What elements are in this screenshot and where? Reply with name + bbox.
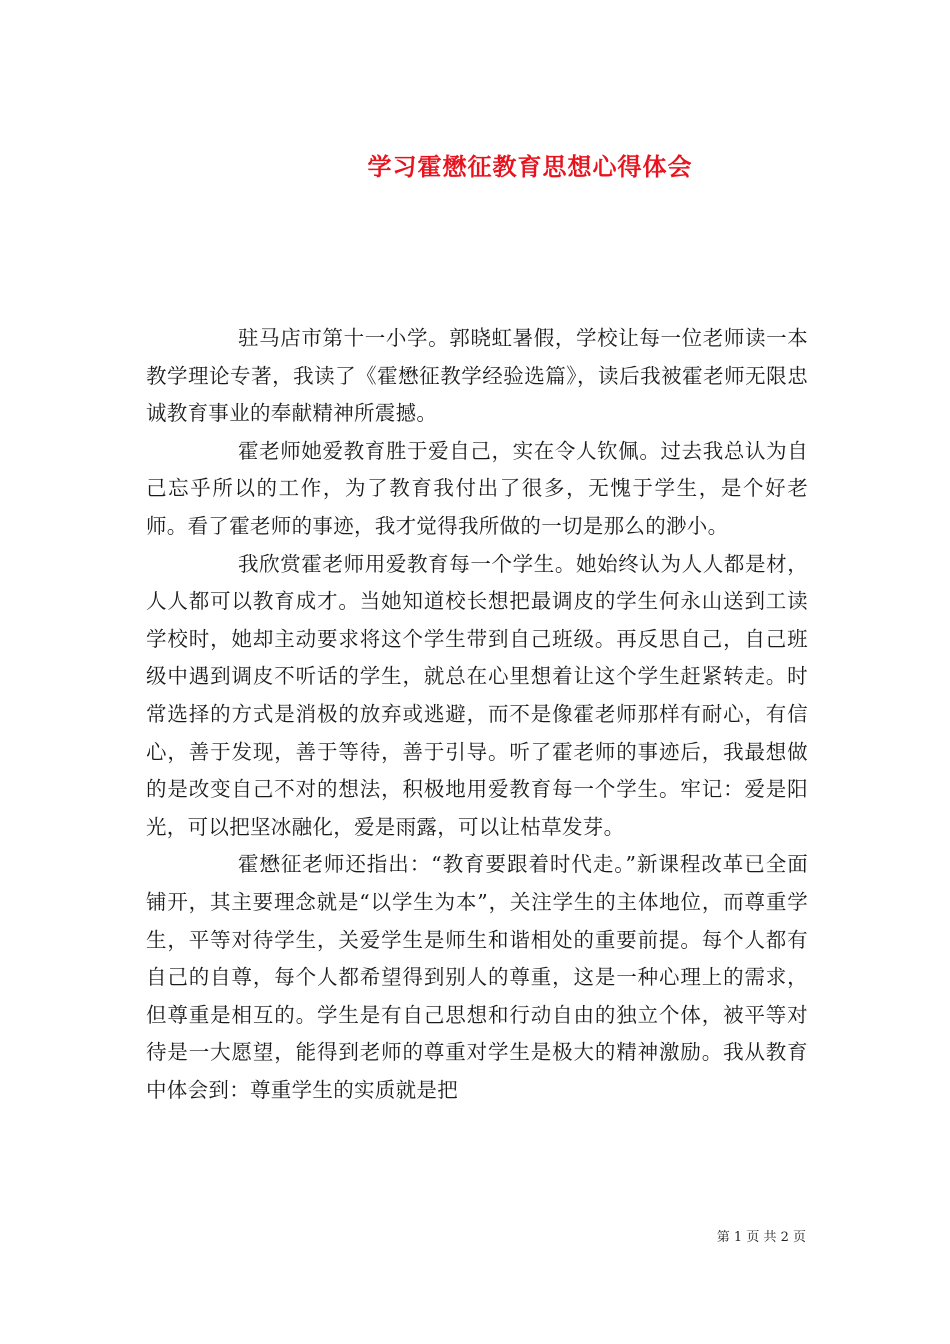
paragraph-2: 霍老师她爱教育胜于爱自己，实在令人钦佩。过去我总认为自己忘乎所以的工作，为了教育我付出了很多，无愧于学生，是个好老师。看了霍老师的事迹，我才觉得我所做的一切是那么的渺小。 [146,438,808,538]
page-number-footer: 第 1 页 共 2 页 [716,1230,806,1245]
page-title: 学习霍懋征教育思想心得体会 [367,152,693,182]
paragraph-3: 我欣赏霍老师用爱教育每一个学生。她始终认为人人都是材，人人都可以教育成才。当她知道校长想把最调皮的学生何永山送到工读学校时，她却主动要求将这个学生带到自己班级。再反思自己，自己班级中遇到调皮不听话的学生，就总在心里想着让这个学生赶紧转走。时常选择的方式是消极的放弃或逃避，而不是像霍老师那样有耐心，有信心，善于发现，善于等待，善于引导。听了霍老师的事迹后，我最想做的是改变自己不对的想法，积极地用爱教育每一个学生。牢记：爱是阳光，可以把坚冰融化，爱是雨露，可以让枯草发芽。 [146,551,808,839]
paragraph-4: 霍懋征老师还指出：“教育要跟着时代走。”新课程改革已全面铺开，其主要理念就是“以学生为本”，关注学生的主体地位，而尊重学生，平等对待学生，关爱学生是师生和谐相处的重要前提。每个人都有自己的自尊，每个人都希望得到别人的尊重，这是一种心理上的需求，但尊重是相互的。学生是有自己思想和行动自由的独立个体，被平等对待是一大愿望，能得到老师的尊重对学生是极大的精神激励。我从教育中体会到：尊重学生的实质就是把 [146,852,808,1102]
paragraph-1: 驻马店市第十一小学。郭晓虹暑假，学校让每一位老师读一本教学理论专著，我读了《霍懋征教学经验选篇》，读后我被霍老师无限忠诚教育事业的奉献精神所震撼。 [146,326,808,426]
article-body [146,320,808,1109]
